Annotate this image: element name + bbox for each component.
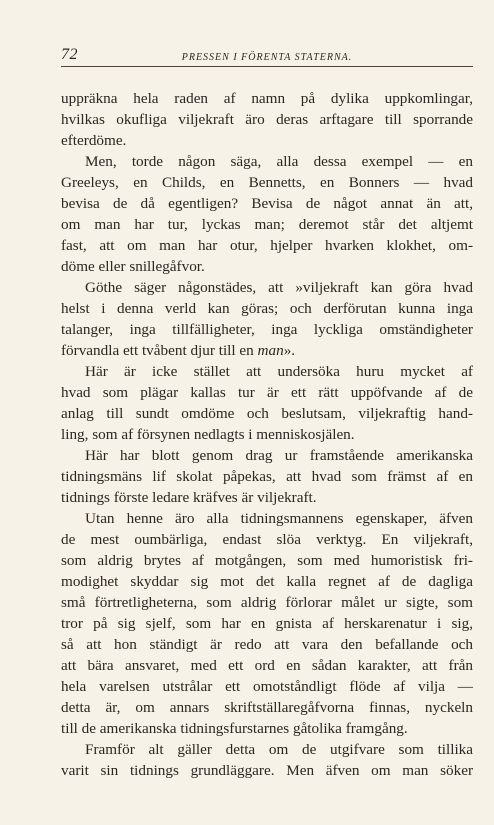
text-line-content: anlag till sundt omdöme och beslutsam, viljekraftig hand- [61, 405, 473, 422]
text-line [61, 277, 473, 298]
text-line [61, 697, 473, 718]
text-line-content: bevisa de då egentligen? Bevisa de något annat än att, [61, 195, 473, 212]
italic-word: man [257, 342, 284, 359]
text-line-content: Greeleys, en Childs, en Bennetts, en Bonners — hvad [61, 174, 473, 191]
text-line [61, 193, 473, 214]
text-line [61, 529, 473, 550]
text-line [61, 256, 473, 277]
text-line [61, 319, 473, 340]
text-line [61, 151, 473, 172]
text-line-content: hvad som plägar kallas tur är ett rätt uppöfvande af de [61, 384, 473, 401]
text-line-content: till de amerikanska tidningsfurstarnes gåtolika framgång. [61, 720, 408, 737]
book-page [61, 0, 473, 825]
text-line [61, 382, 473, 403]
text-line-content: som aldrig brytes af motgången, som med humoristisk fri- [61, 552, 473, 569]
text-line [61, 571, 473, 592]
text-line-content: detta är, om annars skriftställaregåfvorna finnas, nyckeln [61, 699, 473, 716]
text-line-content: de mest oumbärliga, endast slöa verktyg. En viljekraft, [61, 531, 473, 548]
closing-quote: ». [283, 342, 296, 359]
text-line-content: tidnings förste ledare kräfves är viljekraft. [61, 489, 317, 506]
text-line [61, 298, 473, 319]
text-line [61, 235, 473, 256]
text-line [61, 718, 473, 739]
running-head [61, 42, 473, 67]
text-line [61, 109, 473, 130]
text-line-content: Framför alt gäller detta om de utgifvare som tillika [85, 741, 473, 758]
text-line [61, 445, 473, 466]
text-line-content: Här har blott genom drag ur framstående amerikanska [85, 447, 473, 464]
text-line [61, 487, 473, 508]
text-line [61, 613, 473, 634]
text-line [61, 739, 473, 760]
text-line-content: förvandla ett tvåbent djur till en [61, 342, 258, 359]
text-line-content: hela varelsen utstrålar ett omotståndligt flöde af vilja — [61, 678, 473, 695]
text-line-content: Här är icke stället att undersöka huru mycket af [85, 363, 473, 380]
text-line-content: döme eller snillegåfvor. [61, 258, 205, 275]
text-line-content: att bära ansvaret, med ett ord en sådan karakter, att från [61, 657, 473, 674]
text-line [61, 760, 473, 781]
text-line-content: hvilkas okufliga viljekraft äro deras arftagare till sporrande [61, 111, 473, 128]
text-line [61, 172, 473, 193]
text-line [61, 466, 473, 487]
text-line [61, 130, 473, 151]
text-line [61, 88, 473, 109]
text-line [61, 634, 473, 655]
running-title: PRESSEN I FÖRENTA STATERNA. [181, 52, 353, 63]
text-line-content: modighet skyddar sig mot det kalla regnet af de dagliga [61, 573, 473, 590]
text-line-content: tror på sig sjelf, som har en gnista af herskarenatur i sig, [61, 615, 473, 632]
text-line [61, 340, 473, 361]
text-line [61, 214, 473, 235]
text-line-content: ling, som af försynen nedlagts i menniskosjälen. [61, 426, 355, 443]
text-line-content: fast, att om man har otur, hjelper hvarken klokhet, om- [61, 237, 473, 254]
text-line-content: uppräkna hela raden af namn på dylika uppkomlingar, [61, 90, 473, 107]
text-line-content: Men, torde någon säga, alla dessa exempel — en [85, 153, 473, 170]
text-line-content: varit sin tidnings grundläggare. Men äfven om man söker [61, 762, 473, 779]
text-line [61, 508, 473, 529]
text-line-content: Utan henne äro alla tidningsmannens egenskaper, äfven [85, 510, 473, 527]
text-line [61, 676, 473, 697]
text-line-content: så att hon ständigt är redo att vara den befallande och [61, 636, 473, 653]
text-line-content: tidningsmäns lif skolat påpekas, att hvad som främst af en [61, 468, 473, 485]
text-line [61, 424, 473, 445]
text-line [61, 592, 473, 613]
text-line-content: talanger, inga tillfälligheter, inga lyckliga omständigheter [61, 321, 473, 338]
text-line-content: helst i denna verld kan göras; och derförutan kunna inga [61, 300, 473, 317]
text-line [61, 403, 473, 424]
text-line-content: om man har tur, lyckas man; deremot står det altjemt [61, 216, 473, 233]
page-number: 72 [61, 46, 78, 63]
text-line [61, 655, 473, 676]
text-line-content: små förtretligheterna, som aldrig förlorar målet ur sigte, som [61, 594, 473, 611]
text-line-content: Göthe säger någonstädes, att »viljekraft kan göra hvad [85, 279, 473, 296]
text-line [61, 361, 473, 382]
text-line [61, 550, 473, 571]
body-text [61, 88, 473, 781]
text-line-content: efterdöme. [61, 132, 127, 149]
